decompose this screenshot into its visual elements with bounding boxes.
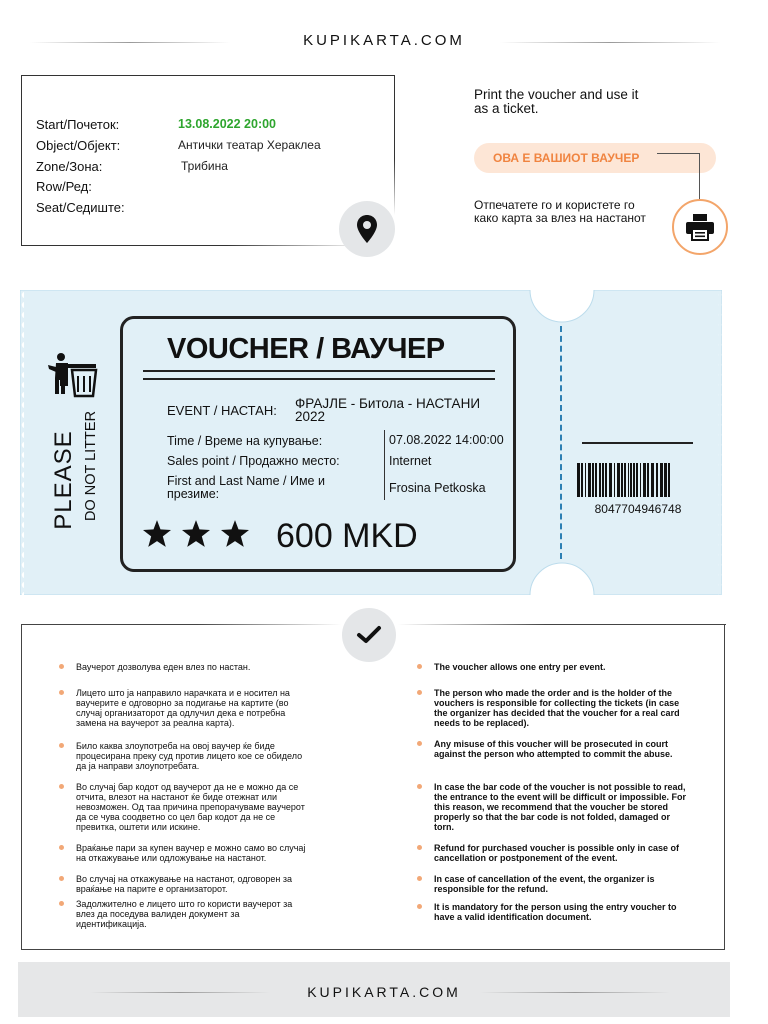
- term-line: vouchers is responsible for collecting the tickets (in case: [434, 698, 680, 708]
- term-line: The voucher allows one entry per event.: [434, 662, 606, 672]
- print-mk-line1: Отпечатете го и користете го: [474, 198, 635, 212]
- pill-connector-h: [657, 153, 700, 154]
- term-line: враќање на парите е организаторот.: [76, 884, 228, 894]
- term-mk: [76, 874, 292, 894]
- term-line: замена на ваучерот за реална карта).: [76, 718, 235, 728]
- zone-value: Трибина: [181, 159, 228, 173]
- term-line: have a valid identification document.: [434, 912, 592, 922]
- barcode-bar: [588, 463, 591, 497]
- check-icon: [356, 625, 382, 645]
- time-value: 07.08.2022 14:00:00: [389, 433, 504, 447]
- barcode-bar: [651, 463, 654, 497]
- barcode-bar: [660, 463, 663, 497]
- print-en-line1: Print the voucher and use it: [474, 87, 639, 102]
- barcode-bar: [585, 463, 586, 497]
- term-line: превитка, оштети или искине.: [76, 822, 201, 832]
- term-en: [434, 739, 673, 759]
- term-line: The person who made the order and is the holder of the: [434, 688, 673, 698]
- term-line: процесирана преку суд против лицето кое се обидело: [76, 751, 303, 761]
- object-label: Object/Објект:: [36, 138, 121, 153]
- event-value-line2: 2022: [295, 409, 326, 424]
- term-mk: [76, 782, 305, 832]
- terms-top-rule-right: [398, 624, 726, 625]
- barcode-bar: [614, 463, 615, 497]
- barcode-bar: [621, 463, 623, 497]
- stub-rule: [582, 442, 693, 444]
- term-mk: [76, 662, 250, 672]
- do-not-litter-text: DO NOT LITTER: [83, 410, 99, 522]
- location-pin-badge: [339, 201, 395, 257]
- barcode-bar: [630, 463, 632, 497]
- term-en: [434, 782, 686, 832]
- print-button[interactable]: [672, 199, 728, 255]
- term-line: against the person who attempted to commit the abuse.: [434, 749, 673, 759]
- map-pin-icon: [356, 214, 378, 244]
- term-mk: [76, 741, 302, 771]
- barcode-bar: [643, 463, 646, 497]
- sales-point-label: Sales point / Продажно место:: [167, 454, 340, 468]
- term-en: [434, 902, 677, 922]
- term-line: невозможен. Од таа причина препорачуваме ваучерот: [76, 802, 305, 812]
- term-line: Any misuse of this voucher will be prosecuted in court: [434, 739, 669, 749]
- printer-icon: [685, 213, 715, 241]
- time-label: Time / Време на купување:: [167, 434, 323, 448]
- start-value: 13.08.2022 20:00: [178, 117, 277, 131]
- term-line: влез да поседува валиден документ за: [76, 909, 240, 919]
- terms-top-rule-left: [21, 624, 341, 625]
- star-icon: [221, 520, 249, 547]
- barcode-bar: [633, 463, 635, 497]
- barcode-bar: [609, 463, 612, 497]
- barcode-bar: [617, 463, 620, 497]
- barcode-bar: [602, 463, 604, 497]
- term-line: needs to be replaced).: [434, 718, 530, 728]
- event-value: [295, 397, 480, 423]
- term-line: да ја направи злоупотребата.: [76, 761, 200, 771]
- voucher-notice-pill: ОВА Е ВАШИОТ ВАУЧЕР: [474, 143, 716, 173]
- event-value-line1: ФРАЈЛЕ - Битола - НАСТАНИ: [295, 396, 481, 411]
- name-label-line1: First and Last Name / Име и: [167, 474, 325, 488]
- term-line: на откажување или одложување на настанот.: [76, 853, 267, 863]
- term-line: Во случај бар кодот од ваучерот да не е можно да се: [76, 782, 299, 792]
- barcode-bar: [599, 463, 601, 497]
- term-line: It is mandatory for the person using the entry voucher to: [434, 902, 677, 912]
- footer-rule-right: [480, 992, 670, 993]
- rating-stars: [143, 520, 249, 547]
- barcode-bar: [595, 463, 597, 497]
- please-text: PLEASE: [50, 430, 77, 530]
- term-line: Било каква злоупотреба на овој ваучер ќе биде: [76, 741, 275, 751]
- barcode-bar: [647, 463, 649, 497]
- term-line: да се чува соодветно со цел бар кодот да не се: [76, 812, 276, 822]
- star-icon: [143, 520, 171, 547]
- term-mk: [76, 899, 292, 929]
- term-line: torn.: [434, 822, 454, 832]
- barcode-bar: [628, 463, 629, 497]
- event-label: EVENT / НАСТАН:: [167, 403, 277, 418]
- term-line: случај организаторот да одлучил дека е потребна: [76, 708, 286, 718]
- print-instructions-en: [474, 88, 674, 116]
- barcode-bar: [668, 463, 670, 497]
- details-separator: [384, 430, 385, 500]
- row-label: Row/Ред:: [36, 179, 92, 194]
- footer-brand: KUPIKARTA.COM: [307, 984, 461, 1000]
- barcode: [577, 463, 689, 497]
- ticket-perforation: [560, 326, 562, 559]
- barcode-bar: [656, 463, 658, 497]
- term-line: Во случај на откажување на настанот, одговорен за: [76, 874, 292, 884]
- term-line: cancellation or postponement of the event.: [434, 853, 618, 863]
- term-line: the entrance to the event will be difficult or impossible. For: [434, 792, 687, 802]
- term-en: [434, 662, 606, 672]
- term-line: this reason, we recommend that the voucher be stored: [434, 802, 669, 812]
- term-mk: [76, 688, 290, 728]
- term-line: Задолжително е лицето што го користи ваучерот за: [76, 899, 293, 909]
- term-line: Враќање пари за купен ваучер е можно само во случај: [76, 843, 306, 853]
- term-en: [434, 874, 655, 894]
- barcode-bar: [640, 463, 641, 497]
- barcode-bar: [605, 463, 607, 497]
- ticket-price: 600 MKD: [276, 517, 418, 555]
- term-line: Лицето што ја направило нарачката и е носител на: [76, 688, 290, 698]
- name-label: [167, 475, 325, 501]
- term-line: ваучерите е одговорно за подигање на картите (во: [76, 698, 289, 708]
- header-rule-right: [500, 42, 720, 43]
- barcode-bar: [624, 463, 626, 497]
- title-rule-2: [143, 378, 495, 380]
- term-line: responsible for the refund.: [434, 884, 549, 894]
- barcode-bar: [577, 463, 580, 497]
- term-line: In case of cancellation of the event, the organizer is: [434, 874, 655, 884]
- litter-bin-icon: [46, 352, 100, 398]
- term-en: [434, 843, 679, 863]
- print-instructions-mk: [474, 199, 674, 225]
- print-en-line2: as a ticket.: [474, 101, 539, 116]
- term-line: the organizer has decided that the voucher for a real card: [434, 708, 680, 718]
- barcode-bar: [636, 463, 638, 497]
- term-line: In case the bar code of the voucher is not possible to read,: [434, 782, 686, 792]
- term-line: Ваучерот дозволува еден влез по настан.: [76, 662, 251, 672]
- pill-connector-v: [699, 153, 700, 201]
- name-value: Frosina Petkoska: [389, 481, 486, 495]
- check-badge: [342, 608, 396, 662]
- seat-label: Seat/Седиште:: [36, 200, 125, 215]
- barcode-number: 8047704946748: [594, 502, 682, 516]
- voucher-title: VOUCHER / ВАУЧЕР: [167, 333, 445, 365]
- term-mk: [76, 843, 305, 863]
- print-mk-line2: како карта за влез на настанот: [474, 211, 646, 225]
- object-value: Антички театар Хераклеа: [178, 138, 321, 152]
- name-label-line2: презиме:: [167, 487, 220, 501]
- sales-point-value: Internet: [389, 454, 432, 468]
- barcode-bar: [592, 463, 594, 497]
- term-line: идентификација.: [76, 919, 147, 929]
- brand-logo: KUPIKARTA.COM: [303, 32, 465, 49]
- start-label: Start/Почеток:: [36, 117, 120, 132]
- barcode-bar: [664, 463, 667, 497]
- barcode-bar: [581, 463, 583, 497]
- term-line: Refund for purchased voucher is possible only in case of: [434, 843, 680, 853]
- term-en: [434, 688, 680, 728]
- star-icon: [182, 520, 210, 547]
- title-rule-1: [143, 370, 495, 372]
- zone-label: Zone/Зона:: [36, 159, 103, 174]
- term-line: properly so that the bar code is not folded, damaged or: [434, 812, 671, 822]
- term-line: отчита, влезот на настанот ќе биде отежнат или: [76, 792, 277, 802]
